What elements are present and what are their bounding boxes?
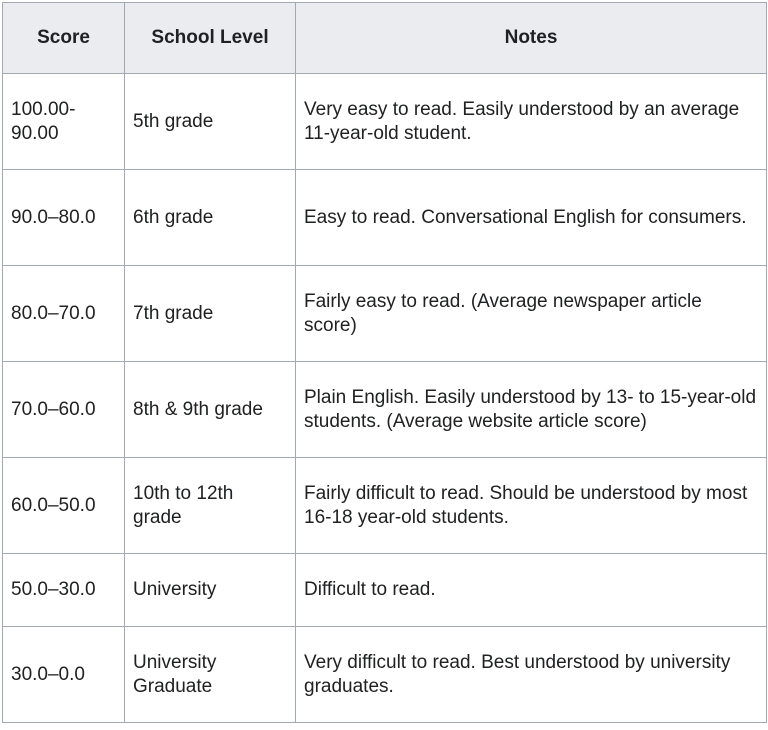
school-level-cell: 5th grade (125, 74, 296, 170)
score-line-1: 100.00- (11, 98, 76, 120)
school-level-cell: 10th to 12th grade (125, 458, 296, 554)
header-school-level: School Level (125, 3, 296, 74)
header-row (3, 3, 767, 74)
score-cell: 50.0–30.0 (3, 554, 125, 627)
table-row (3, 627, 767, 723)
school-level-cell: 6th grade (125, 170, 296, 266)
table-row (3, 362, 767, 458)
score-cell (3, 74, 125, 170)
table-row (3, 74, 767, 170)
header-score: Score (3, 3, 125, 74)
school-level-cell: University Graduate (125, 627, 296, 723)
table-body (3, 74, 767, 723)
notes-cell: Difficult to read. (296, 554, 767, 627)
score-cell: 90.0–80.0 (3, 170, 125, 266)
table-header (3, 3, 767, 74)
school-level-cell: 8th & 9th grade (125, 362, 296, 458)
header-notes: Notes (296, 3, 767, 74)
score-line-2: 90.00 (11, 122, 59, 144)
notes-cell: Fairly difficult to read. Should be understood by most 16-18 year-old students. (296, 458, 767, 554)
school-level-cell: 7th grade (125, 266, 296, 362)
score-cell: 70.0–60.0 (3, 362, 125, 458)
table-row (3, 554, 767, 627)
notes-cell: Fairly easy to read. (Average newspaper article score) (296, 266, 767, 362)
notes-cell: Easy to read. Conversational English for consumers. (296, 170, 767, 266)
table-row (3, 266, 767, 362)
school-level-cell: University (125, 554, 296, 627)
score-cell: 80.0–70.0 (3, 266, 125, 362)
notes-cell: Very easy to read. Easily understood by an average 11-year-old student. (296, 74, 767, 170)
notes-cell: Plain English. Easily understood by 13- to 15-year-old students. (Average website article score) (296, 362, 767, 458)
readability-score-table (2, 2, 767, 723)
notes-cell: Very difficult to read. Best understood by university graduates. (296, 627, 767, 723)
table-row (3, 170, 767, 266)
table-row (3, 458, 767, 554)
score-cell: 60.0–50.0 (3, 458, 125, 554)
score-cell: 30.0–0.0 (3, 627, 125, 723)
